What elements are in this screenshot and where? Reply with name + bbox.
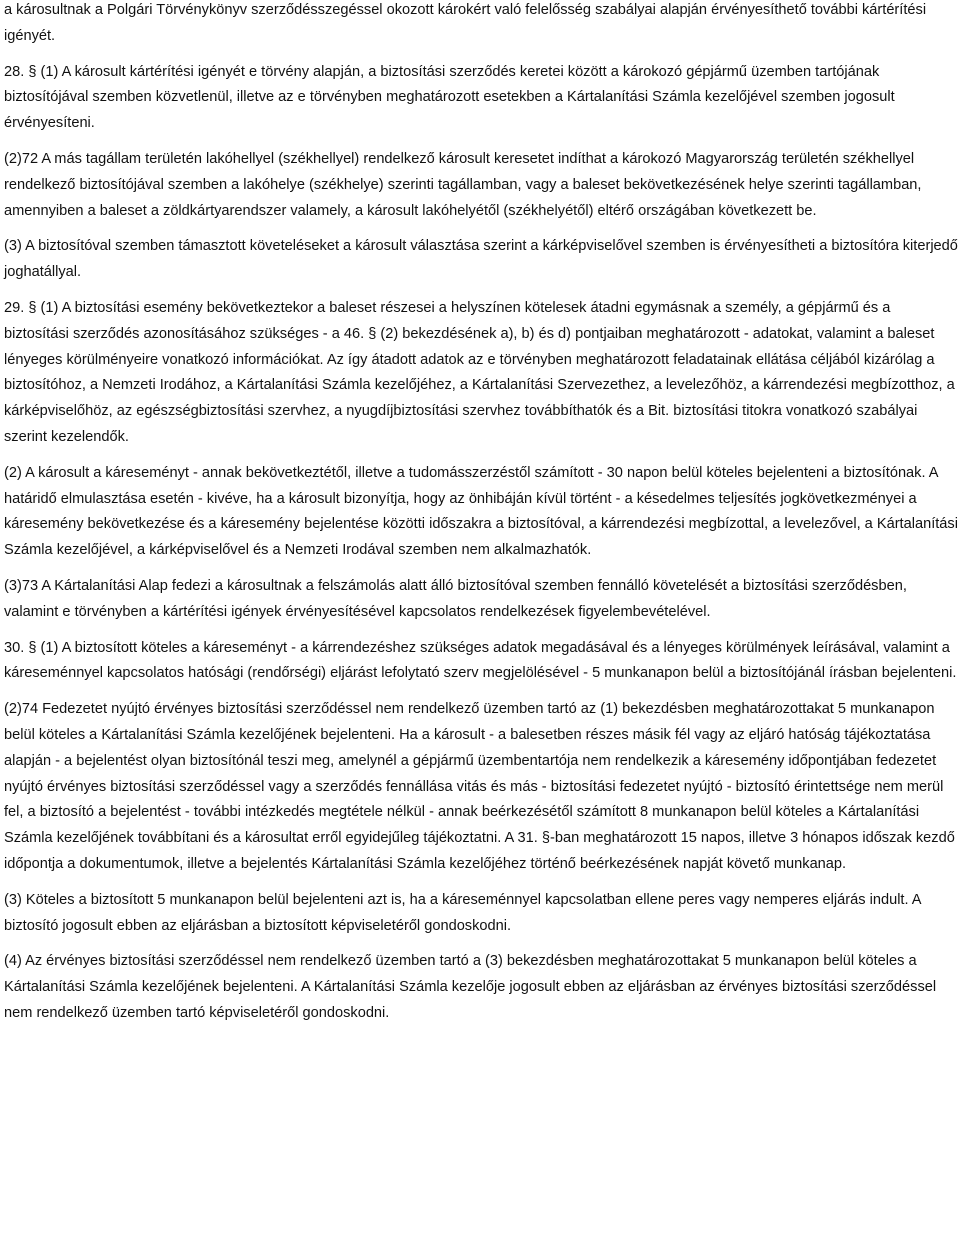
paragraph-29-3: (3)73 A Kártalanítási Alap fedezi a károsultnak a felszámolás alatt álló biztosítóval szemben fennálló követelését a biztosítási szerződésben, valamint e törvényben a kártérítési igények érvényesítésével kapcsolatos rendelkezések figyelembevételével. bbox=[4, 577, 907, 620]
paragraph-29-1: 29. § (1) A biztosítási esemény bekövetkeztekor a baleset részesei a helyszínen kötelesek átadni egymásnak a személy, a gépjármű és a biztosítási szerződés azonosításához szükséges - a 46. § (2) bekezdésének a), b) és d) pontjaiban meghatározott - adatokat, valamint a baleset lényeges körülményeire vonatkozó információkat. Az így átadott adatok az e törvényben meghatározott feladatainak ellátása céljából kizárólag a biztosítóhoz, a Nemzeti Irodához, a Kártalanítási Számla kezelőjéhez, a Kártalanítási Szervezethez, a levelezőhöz, a kárrendezési megbízotthoz, a kárképviselőhöz, az egészségbiztosítási szervhez, a nyugdíjbiztosítási szervhez továbbíthatók és a Bit. biztosítási titokra vonatkozó szabályai szerint kezelendők. bbox=[4, 299, 955, 445]
paragraph-28-3: (3) A biztosítóval szemben támasztott követeléseket a károsult választása szerint a kárképviselővel szemben is érvényesítheti a biztosítóra kiterjedő joghatállyal. bbox=[4, 238, 958, 281]
paragraph-continuation: a károsultnak a Polgári Törvénykönyv szerződésszegéssel okozott károkért való felelősség szabályai alapján érvényesíthető további kártérítési igényét. bbox=[4, 2, 927, 44]
paragraph-30-2: (2)74 Fedezetet nyújtó érvényes biztosítási szerződéssel nem rendelkező üzemben tartó az (1) bekezdésben meghatározottakat 5 munkanapon belül köteles a Kártalanítási Számla kezelőjének bejelenteni. Ha a károsult - a balesetben részes másik fél vagy az eljáró hatóság tájékoztatása alapján - a bejelentést olyan biztosítónál teszi meg, amelynél a gépjármű üzembentartója nem rendelkezik a káresemény időpontjában fedezetet nyújtó érvényes biztosítási szerződéssel vagy a szerződés fennállása vitás és más - biztosítási fedezetet nyújtó - biztosító érintettsége nem merül fel, a biztosító a bejelentést - további intézkedés megtétele nélkül - annak beérkezésétől számított 8 munkanapon belül köteles a Kártalanítási Számla kezelőjének továbbítani és a károsultat erről egyidejűleg tájékoztatni. A 31. §-ban meghatározott 15 napos, illetve 3 hónapos időszak kezdő időpontja a dokumentumok, illetve a bejelentés Kártalanítási Számla kezelőjéhez történő beérkezésének napját követő munkanap. bbox=[4, 701, 955, 872]
paragraph-30-4: (4) Az érvényes biztosítási szerződéssel nem rendelkező üzemben tartó a (3) bekezdésben meghatározottakat 5 munkanapon belül köteles a Kártalanítási Számla kezelőjének bejelenteni. A Kártalanítási Számla kezelője jogosult ebben az eljárásban az érvényes biztosítási szerződéssel nem rendelkező üzemben tartó képviseletéről gondoskodni. bbox=[4, 953, 937, 1021]
paragraph-30-1: 30. § (1) A biztosított köteles a káreseményt - a kárrendezéshez szükséges adatok megadásával és a lényeges körülmények leírásával, valamint a káreseménnyel kapcsolatos hatósági (rendőrségi) eljárást lefolytató szerv megjelölésével - 5 munkanapon belül a biztosítójánál írásban bejelenteni. bbox=[4, 639, 957, 682]
paragraph-28-1: 28. § (1) A károsult kártérítési igényét e törvény alapján, a biztosítási szerződés keretei között a károkozó gépjármű üzemben tartójának biztosítójával szemben közvetlenül, illetve az e törvényben meghatározott esetekben a Kártalanítási Számla kezelőjével szemben jogosult érvényesíteni. bbox=[4, 63, 895, 132]
document-page bbox=[4, 0, 958, 1037]
paragraph-30-3: (3) Köteles a biztosított 5 munkanapon belül bejelenteni azt is, ha a káreseménnyel kapcsolatban ellene peres vagy nemperes eljárás indult. A biztosító jogosult ebben az eljárásban a biztosított képviseletéről gondoskodni. bbox=[4, 891, 921, 934]
paragraph-28-2: (2)72 A más tagállam területén lakóhellyel (székhellyel) rendelkező károsult keresetet indíthat a károkozó Magyarország területén székhellyel rendelkező biztosítójával szemben a lakóhelye (székhelye) szerinti tagállamban, vagy a baleset bekövetkezésének helye szerinti tagállamban, amennyiben a baleset a zöldkártyarendszer valamely, a károsult lakóhelyétől (székhelyétől) eltérő országában következett be. bbox=[4, 150, 922, 219]
paragraph-29-2: (2) A károsult a káreseményt - annak bekövetkeztétől, illetve a tudomásszerzéstől számított - 30 napon belül köteles bejelenteni a biztosítónak. A határidő elmulasztása esetén - kivéve, ha a károsult bizonyítja, hogy az önhibáján kívül történt - a késedelmes teljesítés jogkövetkezményei a káresemény bekövetkezése és a káresemény bejelentése közötti időszakra a biztosítóval, a kárrendezési megbízottal, a levelezővel, a Kártalanítási Számla kezelőjével, a kárképviselővel és a Nemzeti Irodával szemben nem alkalmazhatók. bbox=[4, 464, 958, 559]
